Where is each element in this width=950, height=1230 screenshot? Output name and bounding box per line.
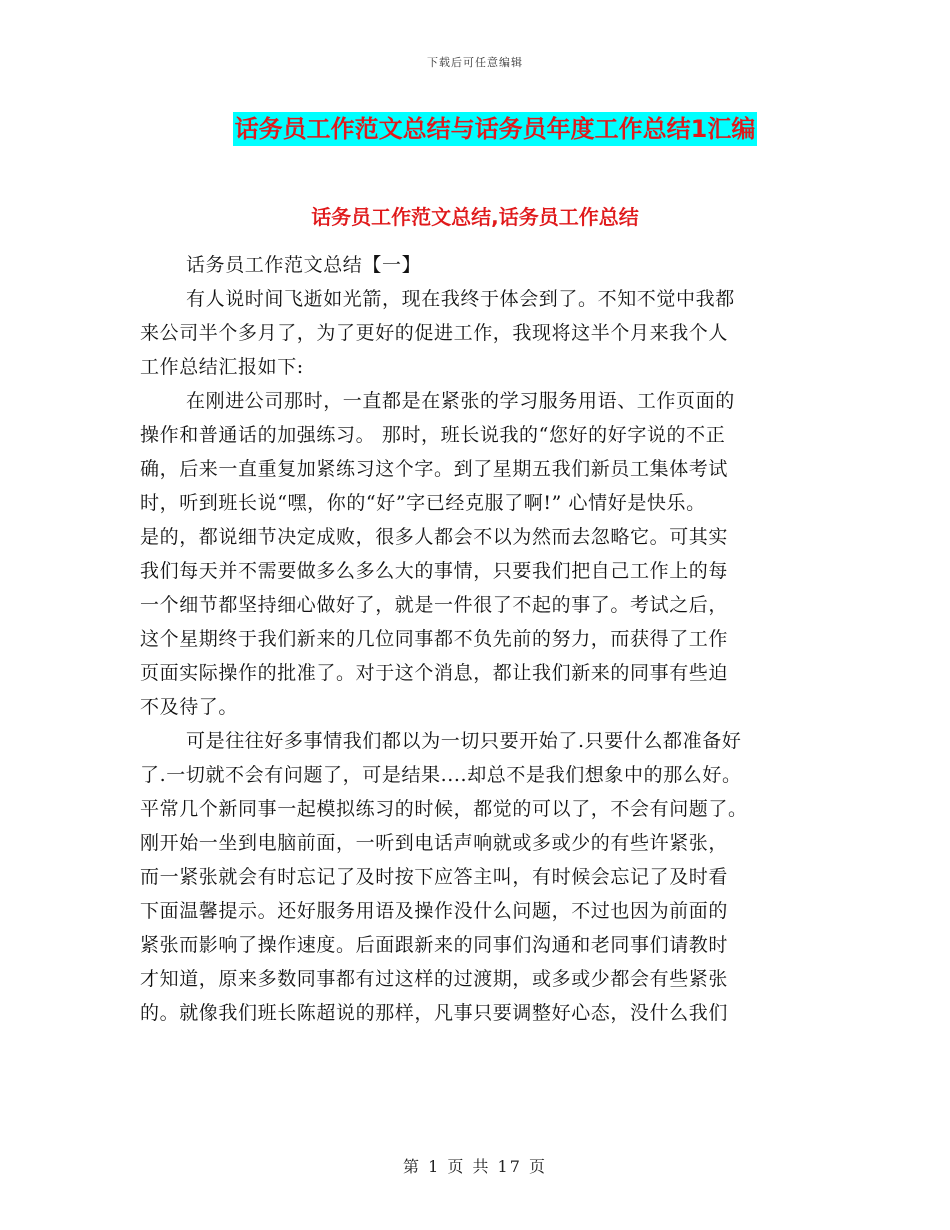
body-line: 刚开始一坐到电脑前面，一听到电话声响就或多或少的有些许紧张， xyxy=(140,832,729,854)
body-text xyxy=(140,248,820,1030)
body-line: 工作总结汇报如下: xyxy=(140,356,304,378)
body-line: 确，后来一直重复加紧练习这个字。到了星期五我们新员工集体考试 xyxy=(140,458,729,480)
page-number-footer: 第 1 页 共 17 页 xyxy=(403,1157,547,1176)
body-line: 页面实际操作的批准了。对于这个消息，都让我们新来的同事有些迫 xyxy=(140,662,729,684)
document-title: 话务员工作范文总结与话务员年度工作总结1汇编 xyxy=(233,112,758,146)
body-line: 紧张而影响了操作速度。后面跟新来的同事们沟通和老同事们请教时 xyxy=(140,934,729,956)
body-line: 来公司半个多月了，为了更好的促进工作，我现将这半个月来我个人 xyxy=(140,322,729,344)
body-line: 我们每天并不需要做多么多么大的事情，只要我们把自己工作上的每 xyxy=(140,560,729,582)
body-line: 才知道，原来多数同事都有过这样的过渡期，或多或少都会有些紧张 xyxy=(140,968,729,990)
section-title: 话务员工作范文总结,话务员工作总结 xyxy=(311,205,639,229)
body-line: 的。就像我们班长陈超说的那样，凡事只要调整好心态，没什么我们 xyxy=(140,1002,729,1024)
body-line: 在刚进公司那时，一直都是在紧张的学习服务用语、工作页面的 xyxy=(186,390,735,412)
body-line: 下面温馨提示。还好服务用语及操作没什么问题，不过也因为前面的 xyxy=(140,900,729,922)
body-line: 操作和普通话的加强练习。 那时，班长说我的“您好的好字说的不正 xyxy=(140,424,726,446)
body-line: 可是往往好多事情我们都以为一切只要开始了.只要什么都准备好 xyxy=(186,730,742,752)
body-line: 平常几个新同事一起模拟练习的时候，都觉的可以了，不会有问题了。 xyxy=(140,798,748,820)
body-line: 而一紧张就会有时忘记了及时按下应答主叫，有时候会忘记了及时看 xyxy=(140,866,729,888)
body-line: 有人说时间飞逝如光箭，现在我终于体会到了。不知不觉中我都 xyxy=(186,288,735,310)
body-line: 了.一切就不会有问题了，可是结果....却总不是我们想象中的那么好。 xyxy=(140,764,742,786)
document-title-container xyxy=(0,112,950,146)
body-line: 一个细节都坚持细心做好了，就是一件很了不起的事了。考试之后， xyxy=(140,594,729,616)
body-line: 时，听到班长说“嘿，你的“好”字已经克服了啊!” 心情好是快乐。 xyxy=(140,492,706,514)
body-line: 话务员工作范文总结【一】 xyxy=(186,254,422,276)
body-line: 这个星期终于我们新来的几位同事都不负先前的努力，而获得了工作 xyxy=(140,628,729,650)
body-line: 是的，都说细节决定成败，很多人都会不以为然而去忽略它。可其实 xyxy=(140,526,729,548)
page-header-note: 下载后可任意编辑 xyxy=(427,56,523,69)
body-line: 不及待了。 xyxy=(140,696,239,718)
